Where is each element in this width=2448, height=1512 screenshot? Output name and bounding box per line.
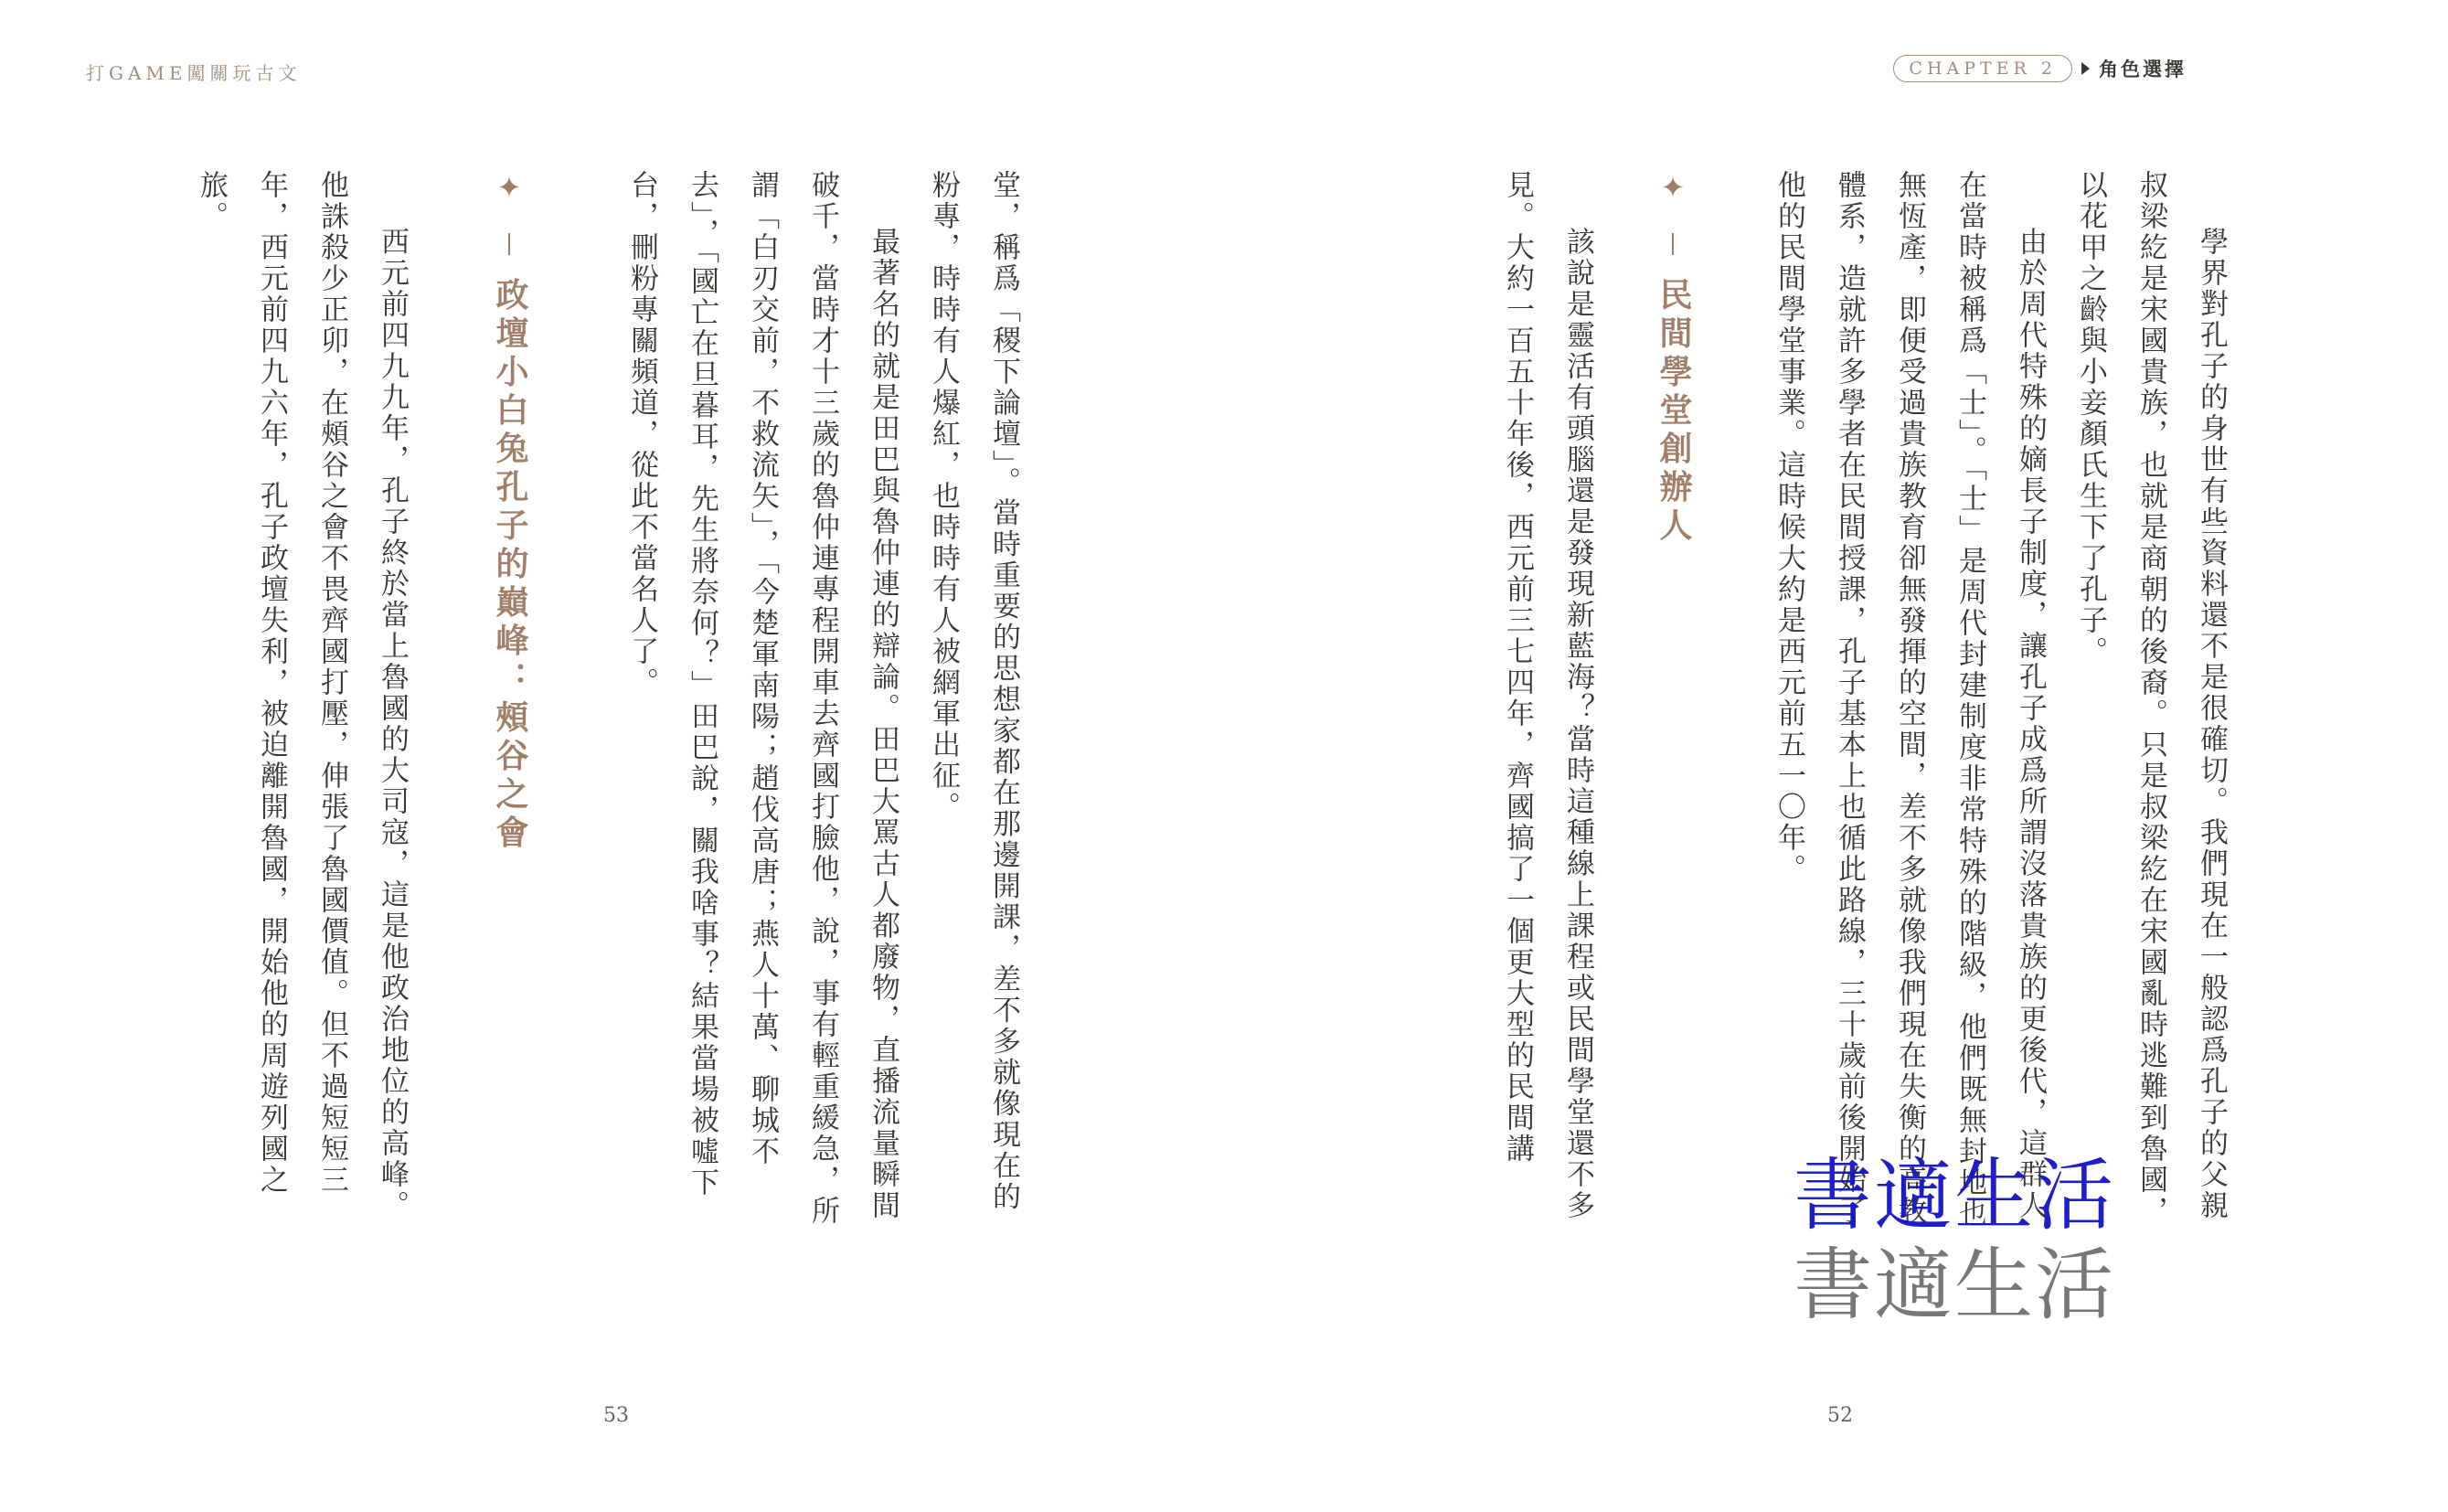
sparkle-icon: ✦ <box>492 170 527 210</box>
triangle-right-icon <box>2081 62 2090 75</box>
section-heading <box>1650 170 1697 546</box>
watermark-gray: 書適生活 <box>1793 1240 2115 1331</box>
page-number: 53 <box>603 1404 629 1427</box>
chapter-label: CHAPTER 2 <box>1893 55 2072 82</box>
section-heading <box>486 170 533 853</box>
chapter-header <box>1893 55 2187 82</box>
watermark-blue: 書適生活 <box>1793 1150 2115 1241</box>
paragraph: 最著名的就是田巴與魯仲連的辯論。田巴大罵古人都廢物，直播流量瞬間破千，當時才十三歲的魯仲連專程開車去齊國打臉他，說，事有輕重緩急，所謂「白刃交前，不救流矢」，「今楚軍南陽；趙伐高唐；燕人十萬、聊城不去」，「國亡在旦暮耳，先生將奈何？」田巴說，關我啥事？結果當場被噓下台，刪粉專關頻道，從此不當名人了。 <box>625 170 899 1227</box>
heading-rule <box>508 233 510 255</box>
section-heading-text: 政壇小白兔孔子的巔峰：頰谷之會 <box>491 277 528 854</box>
page-number: 52 <box>1827 1404 1853 1427</box>
section-heading-text: 民間學堂創辦人 <box>1655 277 1692 547</box>
sparkle-icon: ✦ <box>1655 170 1690 210</box>
paragraph: 堂，稱爲「稷下論壇」。當時重要的思想家都在那邊開課，差不多就像現在的粉專，時時有人爆紅，也時時有人被網軍出征。 <box>927 170 1020 1213</box>
right-text-block-2 <box>1462 170 1608 1230</box>
paragraph: 該說是靈活有頭腦還是發現新藍海？當時這種線上課程或民間學堂還不多見。大約一百五十年後，西元前三七四年，齊國搞了一個更大型的民間講 <box>1501 170 1594 1221</box>
left-text-block-2 <box>195 170 422 1230</box>
chapter-title: 角色選擇 <box>2099 59 2187 80</box>
paragraph: 學界對孔子的身世有些資料還不是很確切。我們現在一般認爲孔子的父親叔梁紇是宋國貴族，也就是商朝的後裔。只是叔梁紇在宋國亂時逃難到魯國，以花甲之齡與小妾顏氏生下了孔子。 <box>2074 170 2228 1227</box>
heading-rule <box>1672 233 1674 255</box>
running-title: 打GAME闖關玩古文 <box>86 62 302 84</box>
paragraph: 西元前四九九年，孔子終於當上魯國的大司寇，這是他政治地位的高峰。他誅殺少正卯，在頰谷之會不畏齊國打壓，伸張了魯國價值。但不過短短三年，西元前四九六年，孔子政壇失利，被迫離開魯國，開始他的周遊列國之旅。 <box>195 170 409 1221</box>
right-text-block-1 <box>1730 170 2241 1230</box>
paragraph: 由於周代特殊的嫡長子制度，讓孔子成爲所謂沒落貴族的更後代，這群人在當時被稱爲「士」。「士」是周代封建制度非常特殊的階級，他們既無封地也無恆產，即便受過貴族教育卻無發揮的空間，差不多就像我們現在失衡的高教體系，造就許多學者在民間授課，孔子基本上也循此路線，三十歲前後開始了他的民間學堂事業。這時候大約是西元前五一〇年。 <box>1772 170 2047 1230</box>
